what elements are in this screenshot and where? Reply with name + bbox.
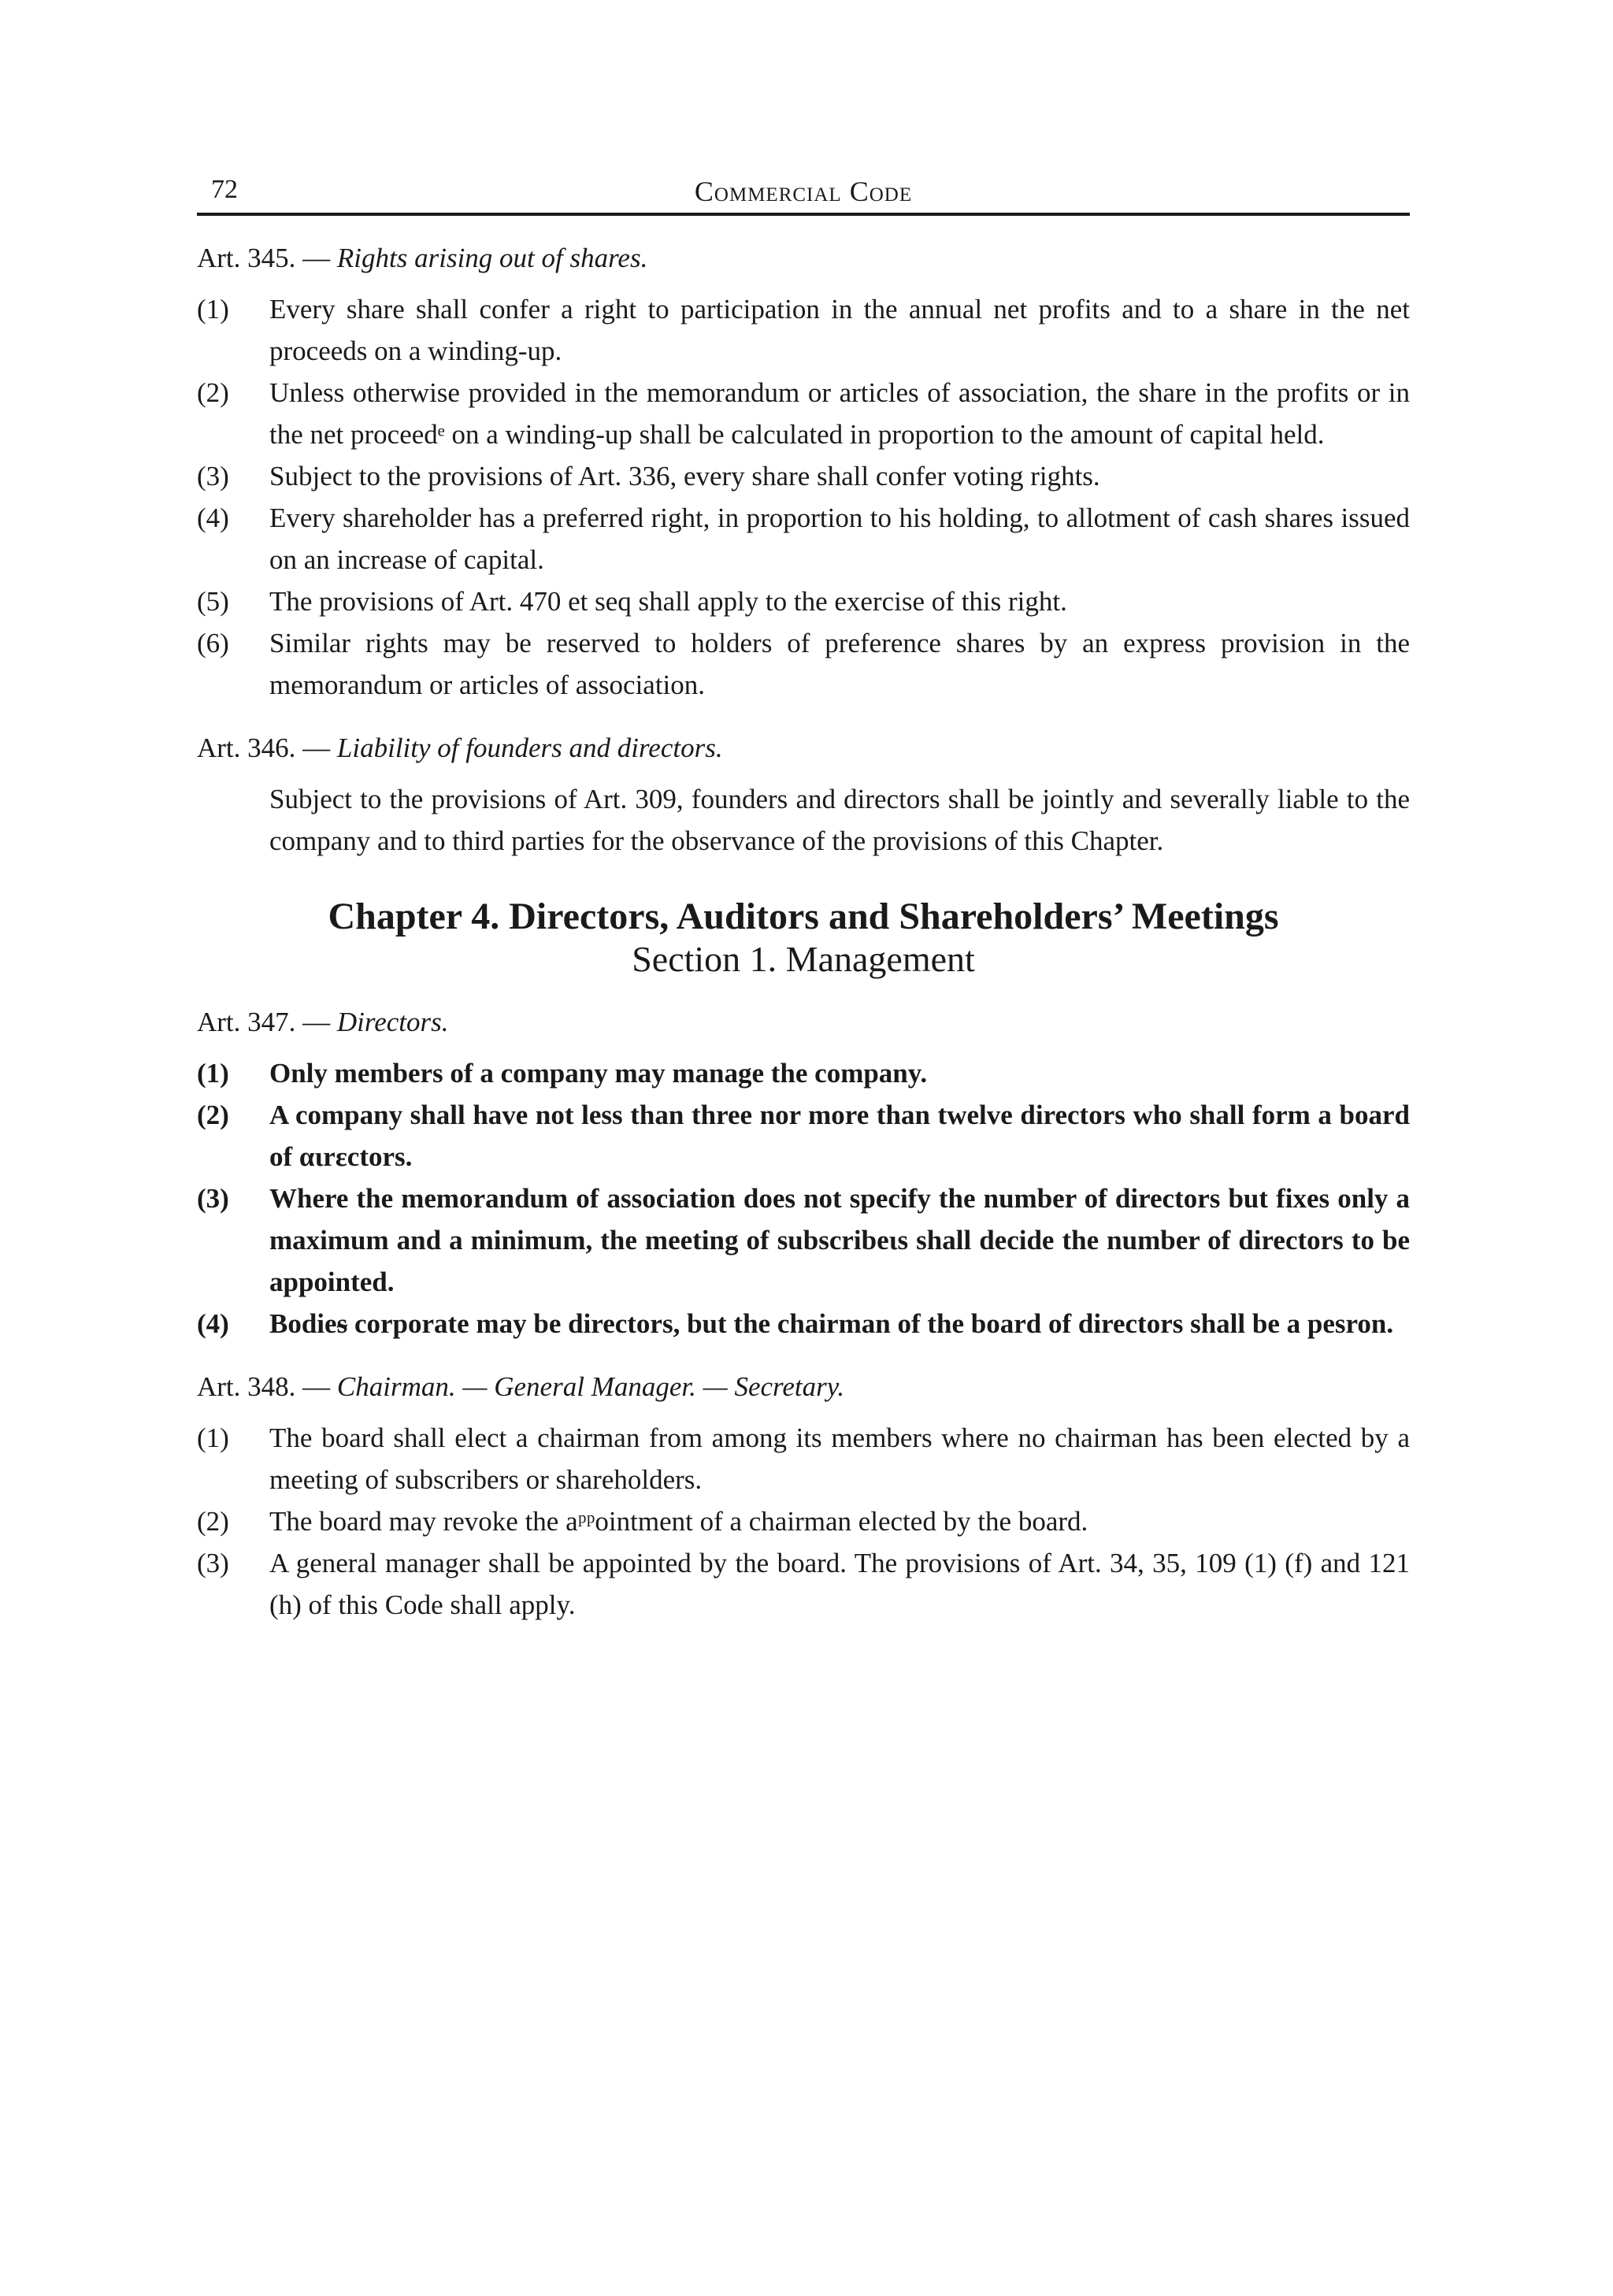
chapter-title: Chapter 4. Directors, Auditors and Shareholders’ Meetings <box>328 896 1279 937</box>
article-348 <box>197 1367 1410 1626</box>
article-item <box>197 580 1410 622</box>
item-text: The provisions of Art. 470 et seq shall apply to the exercise of this right. <box>269 586 1067 617</box>
item-text: Subject to the provisions of Art. 336, every share shall confer voting rights. <box>269 461 1100 491</box>
item-text: Where the memorandum of association does not specify the number of directors but fixes only a maximum and a minimum, the meeting of subscribeιs shall decide the number of directors to be appointed. <box>269 1183 1410 1297</box>
item-text: A general manager shall be appointed by the board. The provisions of Art. 34, 35, 109 (1) (f) and 121 (h) of this Code shall apply. <box>269 1548 1410 1620</box>
item-number: (2) <box>197 1506 229 1537</box>
article-item <box>197 372 1410 455</box>
article-number: Art. 346. — <box>197 733 331 763</box>
article-heading <box>197 238 1410 279</box>
article-346 <box>197 728 1410 862</box>
item-text: The board may revoke the aᵖᵖointment of a chairman elected by the board. <box>269 1506 1088 1537</box>
item-number: (4) <box>197 1308 229 1339</box>
item-number: (1) <box>197 1058 229 1089</box>
page-number: 72 <box>211 175 238 204</box>
article-item <box>197 1303 1410 1345</box>
article-title: Chairman. — General Manager. — Secretary. <box>336 1371 845 1402</box>
item-text: Every shareholder has a preferred right, in proportion to his holding, to allotment of cash shares issued on an increase of capital. <box>269 503 1410 575</box>
article-paragraph: Subject to the provisions of Art. 309, founders and directors shall be jointly and severally liable to the company and to third parties for the observance of the provisions of this Chapter. <box>269 784 1410 856</box>
document-page <box>197 165 1410 1626</box>
article-item <box>197 1417 1410 1500</box>
chapter-heading <box>197 895 1410 980</box>
article-item <box>197 288 1410 372</box>
article-item <box>197 1178 1410 1303</box>
article-heading <box>197 1367 1410 1408</box>
article-item <box>197 1094 1410 1178</box>
article-title: Directors. <box>336 1007 449 1037</box>
article-item <box>197 497 1410 580</box>
item-text: Bodieᵴ corporate may be directors, but the chairman of the board of directors shall be a pesron. <box>269 1308 1394 1339</box>
article-item <box>197 1052 1410 1094</box>
item-text: A company shall have not less than three nor more than twelve directors who shall form a board of αιrεctors. <box>269 1100 1410 1172</box>
article-345 <box>197 238 1410 706</box>
article-title: Rights arising out of shares. <box>336 243 648 273</box>
article-item <box>197 622 1410 706</box>
section-title: Section 1. Management <box>632 939 975 979</box>
article-heading <box>197 1002 1410 1043</box>
article-item <box>197 455 1410 497</box>
item-number: (1) <box>197 294 229 325</box>
item-number: (4) <box>197 503 229 533</box>
item-number: (3) <box>197 1548 229 1578</box>
item-number: (3) <box>197 1183 229 1214</box>
item-text: Only members of a company may manage the company. <box>269 1058 928 1089</box>
article-items <box>197 1052 1410 1345</box>
item-number: (5) <box>197 586 229 617</box>
item-number: (6) <box>197 628 229 658</box>
item-number: (2) <box>197 1100 229 1130</box>
article-number: Art. 348. — <box>197 1371 331 1402</box>
page-header <box>197 165 1410 216</box>
article-347 <box>197 1002 1410 1345</box>
item-number: (3) <box>197 461 229 491</box>
article-number: Art. 345. — <box>197 243 331 273</box>
article-items <box>197 1417 1410 1626</box>
article-number: Art. 347. — <box>197 1007 331 1037</box>
article-items <box>197 288 1410 706</box>
running-head: Commercial Code <box>694 176 913 207</box>
item-text: Every share shall confer a right to participation in the annual net profits and to a share in the net proceeds on a winding-up. <box>269 294 1410 366</box>
article-heading <box>197 728 1410 769</box>
item-text: Unless otherwise provided in the memorandum or articles of association, the share in the profits or in the net proceedᵉ on a winding-up shall be calculated in proportion to the amount of capital held. <box>269 377 1410 450</box>
item-text: Similar rights may be reserved to holders of preference shares by an express provision in the memorandum or articles of association. <box>269 628 1410 700</box>
item-number: (2) <box>197 377 229 408</box>
article-item <box>197 1500 1410 1542</box>
item-text: The board shall elect a chairman from among its members where no chairman has been elected by a meeting of subscribers or shareholders. <box>269 1422 1410 1495</box>
article-item <box>197 1542 1410 1626</box>
article-title: Liability of founders and directors. <box>336 733 723 763</box>
item-number: (1) <box>197 1422 229 1453</box>
